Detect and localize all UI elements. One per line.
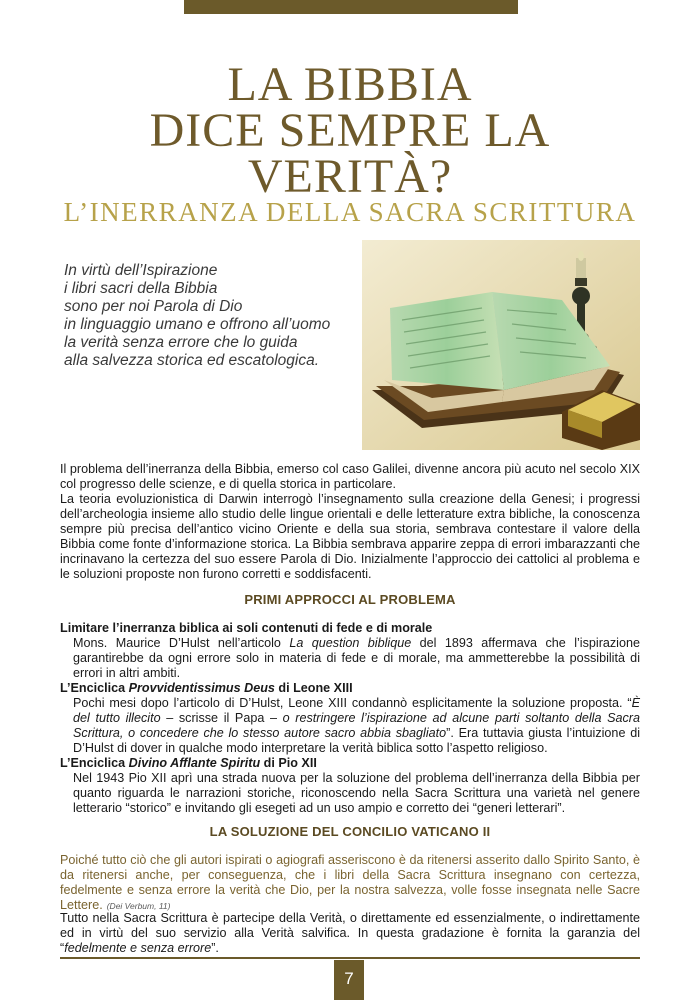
text-run: di Pio XII (260, 756, 317, 770)
subheading (60, 756, 640, 771)
text-run: – scrisse il Papa – (160, 711, 283, 725)
open-bible-illustration (362, 240, 640, 450)
intro-line: in linguaggio umano e offrono all’uomo (64, 316, 331, 333)
section-heading: PRIMI APPROCCI AL PROBLEMA (244, 592, 456, 607)
paragraph (60, 911, 640, 956)
intro-line: la verità senza errore che lo guida (64, 334, 298, 351)
title-line-3: VERITÀ? (247, 150, 453, 203)
text-run-italic: fedelmente e senza errore (64, 941, 212, 955)
text-run: di Leone XIII (274, 681, 353, 695)
section-primi-approcci (60, 621, 640, 816)
intro-line: i libri sacri della Bibbia (64, 280, 218, 297)
text-run-italic: È del tutto illecito (73, 696, 640, 725)
page-number: 7 (334, 960, 364, 1000)
bottom-rule (60, 957, 640, 959)
paragraph: La teoria evoluzionistica di Darwin interrogò l’insegnamento sulla creazione della Genesi; i progressi dell’archeologia insieme allo studio delle lingue orientali e delle letterature extra bibliche, la conoscenza sempre più precisa dell’antico vicino Oriente e della sua storia, sembrava contestare il valore della Bibbia come fonte d’informazione storica. La Bibbia sembrava apparire zeppa di errori imbarazzanti che incrinavano la certezza del suo essere Parola di Dio. Inizialmente l’approccio dei cattolici al problema e le soluzioni proposte non furono corretti e soddisfacenti. (60, 492, 640, 581)
paragraph: Nel 1943 Pio XII aprì una strada nuova per la soluzione del problema dell’inerranza della Bibbia per quanto riguarda le narrazioni storiche, riconoscendo nella Sacra Scrittura una varietà nel genere letterario “storico” e invitando gli esegeti ad un uso ampio e corretto dei “generi letterari”. (73, 771, 640, 815)
paragraph (60, 636, 640, 681)
quote-text: Poiché tutto ciò che gli autori ispirati o agiografi asseriscono è da ritenersi asserito dallo Spirito Santo, è da ritenersi anche, per conseguenza, che i libri della Sacra Scrittura insegnano con certezza, fedelmente e senza errore la verità che Dio, per la nostra salvezza, volle fosse insegnata nelle Sacre Lettere. (60, 853, 640, 912)
title-line-2: DICE SEMPRE LA (149, 104, 551, 157)
text-run: Mons. Maurice D’Hulst nell’articolo (73, 636, 290, 650)
page-subtitle: L’INERRANZA DELLA SACRA SCRITTURA (63, 197, 637, 227)
text-run-italic: Provvidentissimus Deus (128, 681, 275, 695)
intro-line: sono per noi Parola di Dio (64, 298, 243, 315)
page-title (0, 58, 700, 203)
top-decorative-bar (184, 0, 518, 14)
intro-paragraphs (60, 462, 640, 582)
title-line-1: LA BIBBIA (227, 58, 473, 111)
paragraph (60, 696, 640, 756)
text-run-italic: o restringere l’ispirazione ad alcune parti soltanto della Sacra Scrittura, o concedere che lo stesso autore sacro abbia sbagliato (73, 711, 640, 740)
text-run-italic: La question biblique (289, 636, 412, 650)
section-heading: LA SOLUZIONE DEL CONCILIO VATICANO II (209, 824, 491, 839)
text-run: L’Enciclica (60, 681, 129, 695)
text-run-italic: Divino Afflante Spiritu (128, 756, 261, 770)
text-run: Tutto nella Sacra Scrittura è partecipe della Verità, o direttamente ed essenzialmente, o indirettamente ed in virtù del suo servizio alla Verità salvifica. In questa gradazione è fornita la garanzia del “ (60, 911, 640, 955)
intro-text (64, 262, 384, 370)
subheading: Limitare l’inerranza biblica ai soli contenuti di fede e di morale (60, 621, 433, 635)
quote-source: (Dei Verbum, 11) (106, 901, 171, 911)
dei-verbum-quote (60, 853, 640, 914)
text-run: del 1893 affermava che l’ispirazione garantirebbe da ogni errore solo in materia di fede e di morale, ma ammetterebbe la possibilità di errori in altri ambiti. (73, 636, 640, 680)
intro-line: alla salvezza storica ed escatologica. (64, 352, 320, 369)
text-run: L’Enciclica (60, 756, 129, 770)
paragraph: Il problema dell’inerranza della Bibbia, emerso col caso Galilei, divenne ancora più acuto nel secolo XIX col progresso delle scienze, e di quella storica in particolare. (60, 462, 640, 491)
subheading (60, 681, 640, 696)
text-run: Pochi mesi dopo l’articolo di D’Hulst, Leone XIII condannò esplicitamente la soluzione proposta. “ (73, 696, 632, 710)
text-run: ”. Era tuttavia giusta l’intuizione di D’Hulst di dover in qualche modo interpretare la verità biblica sotto l’aspetto religioso. (73, 726, 640, 755)
intro-line: In virtù dell’Ispirazione (64, 262, 218, 279)
text-run: ”. (211, 941, 219, 955)
conclusion-paragraph (60, 911, 640, 956)
